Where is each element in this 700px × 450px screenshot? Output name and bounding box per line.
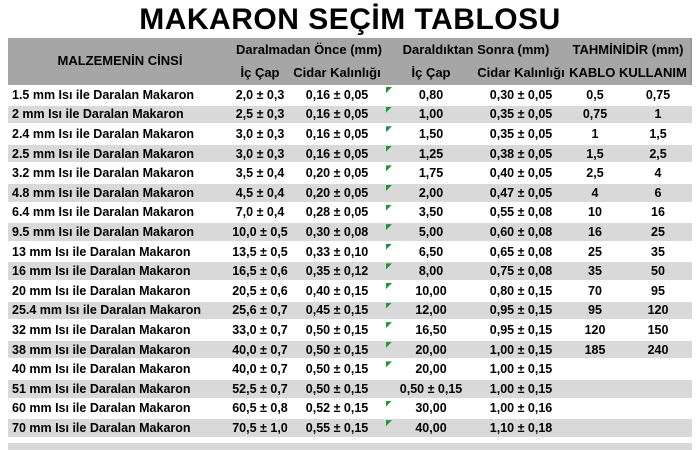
table-cell-wall-thickness-before: 0,50 ± 0,15 [288, 379, 386, 399]
table-cell-inner-diameter-after: 20,00 [386, 340, 476, 360]
table-row [8, 281, 692, 301]
table-cell-inner-diameter-after: 10,00 [386, 281, 476, 301]
table-cell-wall-thickness-before: 0,16 ± 0,05 [288, 105, 386, 125]
header-cable-usage: KABLO KULLANIM [566, 62, 692, 85]
table-cell-cable-min [566, 379, 624, 399]
table-cell-cable-max: 0,75 [624, 85, 692, 105]
table-cell-cable-max [624, 399, 692, 419]
table-cell-inner-diameter-before: 3,0 ± 0,3 [232, 124, 288, 144]
table-cell-material: 70 mm Isı ile Daralan Makaron [8, 418, 232, 438]
table-cell-material: 13 mm Isı ile Daralan Makaron [8, 242, 232, 262]
table-cell-inner-diameter-before: 2,5 ± 0,3 [232, 105, 288, 125]
table-cell-inner-diameter-before: 2,0 ± 0,3 [232, 85, 288, 105]
table-cell-inner-diameter-after: 0,80 [386, 85, 476, 105]
table-cell-wall-thickness-after: 1,00 ± 0,15 [476, 359, 566, 379]
table-cell-inner-diameter-before: 16,5 ± 0,6 [232, 261, 288, 281]
table-cell-wall-thickness-after: 0,60 ± 0,08 [476, 222, 566, 242]
table-cell-cable-max: 35 [624, 242, 692, 262]
table-cell-wall-thickness-before: 0,55 ± 0,15 [288, 418, 386, 438]
table-cell-wall-thickness-before: 0,52 ± 0,15 [288, 399, 386, 419]
table-cell-cable-max [624, 418, 692, 438]
table-cell-wall-thickness-before: 0,16 ± 0,05 [288, 85, 386, 105]
table-cell-inner-diameter-before: 3,0 ± 0,3 [232, 144, 288, 164]
table-cell-wall-thickness-before: 0,50 ± 0,15 [288, 340, 386, 360]
table-cell-inner-diameter-before: 40,0 ± 0,7 [232, 340, 288, 360]
table-row [8, 261, 692, 281]
table-cell-wall-thickness-after: 1,00 ± 0,15 [476, 340, 566, 360]
table-cell-inner-diameter-before: 52,5 ± 0,7 [232, 379, 288, 399]
table-cell-inner-diameter-after: 1,25 [386, 144, 476, 164]
table-cell-cable-max: 16 [624, 203, 692, 223]
table-header [8, 38, 692, 85]
table-cell-cable-max: 50 [624, 261, 692, 281]
table-cell-cable-min: 4 [566, 183, 624, 203]
table-row [8, 105, 692, 125]
table-cell-inner-diameter-after: 6,50 [386, 242, 476, 262]
table-cell-inner-diameter-before: 40,0 ± 0,7 [232, 359, 288, 379]
table-cell-cable-min: 10 [566, 203, 624, 223]
table-cell-inner-diameter-after: 5,00 [386, 222, 476, 242]
header-group-estimate: TAHMİNİDİR (mm) [566, 38, 692, 62]
makaron-selection-table [8, 38, 692, 438]
table-cell-cable-max: 240 [624, 340, 692, 360]
table-cell-inner-diameter-after: 12,00 [386, 301, 476, 321]
table-cell-material: 1.5 mm Isı ile Daralan Makaron [8, 85, 232, 105]
table-cell-cable-min [566, 418, 624, 438]
header-group-after-shrink: Daraldıktan Sonra (mm) [386, 38, 566, 62]
table-cell-wall-thickness-after: 1,00 ± 0,16 [476, 399, 566, 419]
table-row [8, 320, 692, 340]
table-cell-cable-min: 0,5 [566, 85, 624, 105]
table-cell-material: 6.4 mm Isı ile Daralan Makaron [8, 203, 232, 223]
cell-comment-flag-icon [386, 263, 392, 269]
cell-comment-flag-icon [386, 126, 392, 132]
cell-comment-flag-icon [386, 283, 392, 289]
table-cell-inner-diameter-after: 0,50 ± 0,15 [386, 379, 476, 399]
table-cell-material: 51 mm Isı ile Daralan Makaron [8, 379, 232, 399]
table-row [8, 340, 692, 360]
table-cell-cable-max [624, 359, 692, 379]
table-cell-material: 60 mm Isı ile Daralan Makaron [8, 399, 232, 419]
table-row [8, 183, 692, 203]
table-row [8, 124, 692, 144]
table-cell-cable-min: 25 [566, 242, 624, 262]
table-cell-cable-max: 2,5 [624, 144, 692, 164]
table-cell-wall-thickness-after: 0,40 ± 0,05 [476, 163, 566, 183]
table-row [8, 163, 692, 183]
header-inner-diameter-before: İç Çap [232, 62, 288, 85]
table-cell-cable-max: 25 [624, 222, 692, 242]
table-cell-wall-thickness-before: 0,16 ± 0,05 [288, 124, 386, 144]
table-cell-inner-diameter-after: 1,50 [386, 124, 476, 144]
table-cell-wall-thickness-after: 0,35 ± 0,05 [476, 105, 566, 125]
table-cell-wall-thickness-after: 0,47 ± 0,05 [476, 183, 566, 203]
table-cell-cable-min: 35 [566, 261, 624, 281]
table-cell-material: 40 mm Isı ile Daralan Makaron [8, 359, 232, 379]
cell-comment-flag-icon [386, 420, 392, 426]
cell-comment-flag-icon [386, 244, 392, 250]
table-cell-inner-diameter-before: 70,5 ± 1,0 [232, 418, 288, 438]
table-cell-wall-thickness-before: 0,45 ± 0,15 [288, 301, 386, 321]
table-cell-wall-thickness-before: 0,16 ± 0,05 [288, 144, 386, 164]
table-row [8, 203, 692, 223]
table-cell-inner-diameter-after: 1,75 [386, 163, 476, 183]
cell-comment-flag-icon [386, 224, 392, 230]
cell-comment-flag-icon [386, 205, 392, 211]
table-cell-wall-thickness-after: 0,75 ± 0,08 [476, 261, 566, 281]
header-material: MALZEMENİN CİNSİ [8, 38, 232, 85]
table-cell-wall-thickness-before: 0,33 ± 0,10 [288, 242, 386, 262]
table-cell-cable-max [624, 379, 692, 399]
table-cell-wall-thickness-after: 0,95 ± 0,15 [476, 320, 566, 340]
table-cell-cable-max: 1,5 [624, 124, 692, 144]
table-cell-inner-diameter-before: 60,5 ± 0,8 [232, 399, 288, 419]
table-cell-material: 2.5 mm Isı ile Daralan Makaron [8, 144, 232, 164]
table-cell-inner-diameter-before: 3,5 ± 0,4 [232, 163, 288, 183]
table-row [8, 301, 692, 321]
table-row [8, 222, 692, 242]
table-row [8, 379, 692, 399]
table-cell-inner-diameter-before: 7,0 ± 0,4 [232, 203, 288, 223]
table-cell-material: 2.4 mm Isı ile Daralan Makaron [8, 124, 232, 144]
table-cell-material: 20 mm Isı ile Daralan Makaron [8, 281, 232, 301]
table-cell-inner-diameter-after: 3,50 [386, 203, 476, 223]
table-cell-inner-diameter-before: 4,5 ± 0,4 [232, 183, 288, 203]
cell-comment-flag-icon [386, 361, 392, 367]
table-row [8, 359, 692, 379]
table-row [8, 242, 692, 262]
table-row [8, 144, 692, 164]
table-cell-wall-thickness-before: 0,20 ± 0,05 [288, 183, 386, 203]
table-cell-inner-diameter-after: 30,00 [386, 399, 476, 419]
table-cell-cable-max: 4 [624, 163, 692, 183]
table-cell-wall-thickness-after: 0,80 ± 0,15 [476, 281, 566, 301]
table-cell-wall-thickness-before: 0,35 ± 0,12 [288, 261, 386, 281]
table-cell-wall-thickness-before: 0,20 ± 0,05 [288, 163, 386, 183]
cell-comment-flag-icon [386, 322, 392, 328]
cell-comment-flag-icon [386, 146, 392, 152]
table-cell-cable-min: 0,75 [566, 105, 624, 125]
table-cell-inner-diameter-before: 20,5 ± 0,6 [232, 281, 288, 301]
table-cell-cable-min: 16 [566, 222, 624, 242]
table-cell-inner-diameter-after: 1,00 [386, 105, 476, 125]
table-cell-cable-max: 120 [624, 301, 692, 321]
table-body [8, 85, 692, 438]
table-cell-wall-thickness-after: 1,10 ± 0,18 [476, 418, 566, 438]
table-cell-wall-thickness-after: 0,35 ± 0,05 [476, 124, 566, 144]
table-cell-wall-thickness-after: 0,38 ± 0,05 [476, 144, 566, 164]
cell-comment-flag-icon [386, 107, 392, 113]
table-row [8, 418, 692, 438]
header-wall-thickness-after: Cidar Kalınlığı [476, 62, 566, 85]
table-cell-material: 16 mm Isı ile Daralan Makaron [8, 261, 232, 281]
table-cell-wall-thickness-after: 1,00 ± 0,15 [476, 379, 566, 399]
header-wall-thickness-before: Cidar Kalınlığı [288, 62, 386, 85]
table-cell-cable-max: 1 [624, 105, 692, 125]
table-cell-wall-thickness-before: 0,28 ± 0,05 [288, 203, 386, 223]
table-cell-inner-diameter-after: 20,00 [386, 359, 476, 379]
table-cell-wall-thickness-after: 0,30 ± 0,05 [476, 85, 566, 105]
table-cell-wall-thickness-after: 0,55 ± 0,08 [476, 203, 566, 223]
header-inner-diameter-after: İç Çap [386, 62, 476, 85]
table-cell-inner-diameter-after: 40,00 [386, 418, 476, 438]
table-cell-inner-diameter-after: 16,50 [386, 320, 476, 340]
table-cell-material: 32 mm Isı ile Daralan Makaron [8, 320, 232, 340]
table-cell-cable-min: 1,5 [566, 144, 624, 164]
table-cell-cable-min: 120 [566, 320, 624, 340]
table-cell-cable-min: 70 [566, 281, 624, 301]
table-cell-wall-thickness-after: 0,95 ± 0,15 [476, 301, 566, 321]
table-cell-material: 4.8 mm Isı ile Daralan Makaron [8, 183, 232, 203]
table-cell-cable-min [566, 359, 624, 379]
table-row [8, 85, 692, 105]
cell-comment-flag-icon [386, 87, 392, 93]
table-cell-wall-thickness-before: 0,50 ± 0,15 [288, 320, 386, 340]
cell-comment-flag-icon [386, 165, 392, 171]
table-cell-wall-thickness-before: 0,40 ± 0,15 [288, 281, 386, 301]
cell-comment-flag-icon [386, 401, 392, 407]
table-cell-cable-min: 1 [566, 124, 624, 144]
table-cell-material: 9.5 mm Isı ile Daralan Makaron [8, 222, 232, 242]
table-cell-material: 2 mm Isı ile Daralan Makaron [8, 105, 232, 125]
table-cell-wall-thickness-before: 0,50 ± 0,15 [288, 359, 386, 379]
table-cell-material: 38 mm Isı ile Daralan Makaron [8, 340, 232, 360]
header-group-before-shrink: Daralmadan Önce (mm) [232, 38, 386, 62]
cell-comment-flag-icon [386, 185, 392, 191]
table-cell-wall-thickness-before: 0,30 ± 0,08 [288, 222, 386, 242]
table-cell-inner-diameter-before: 13,5 ± 0,5 [232, 242, 288, 262]
table-cell-inner-diameter-before: 10,0 ± 0,5 [232, 222, 288, 242]
table-cell-cable-min: 185 [566, 340, 624, 360]
cutoff-row-strip [8, 443, 692, 450]
table-cell-material: 25.4 mm Isı ile Daralan Makaron [8, 301, 232, 321]
cell-comment-flag-icon [386, 303, 392, 309]
table-cell-material: 3.2 mm Isı ile Daralan Makaron [8, 163, 232, 183]
table-cell-wall-thickness-after: 0,65 ± 0,08 [476, 242, 566, 262]
table-cell-cable-max: 6 [624, 183, 692, 203]
table-row [8, 399, 692, 419]
table-cell-cable-min [566, 399, 624, 419]
table-cell-cable-min: 2,5 [566, 163, 624, 183]
cell-comment-flag-icon [386, 342, 392, 348]
table-cell-inner-diameter-after: 8,00 [386, 261, 476, 281]
table-cell-cable-max: 95 [624, 281, 692, 301]
table-cell-inner-diameter-before: 33,0 ± 0,7 [232, 320, 288, 340]
page-title: MAKARON SEÇİM TABLOSU [139, 3, 561, 36]
table-cell-cable-max: 150 [624, 320, 692, 340]
table-cell-inner-diameter-before: 25,6 ± 0,7 [232, 301, 288, 321]
table-cell-cable-min: 95 [566, 301, 624, 321]
table-cell-inner-diameter-after: 2,00 [386, 183, 476, 203]
